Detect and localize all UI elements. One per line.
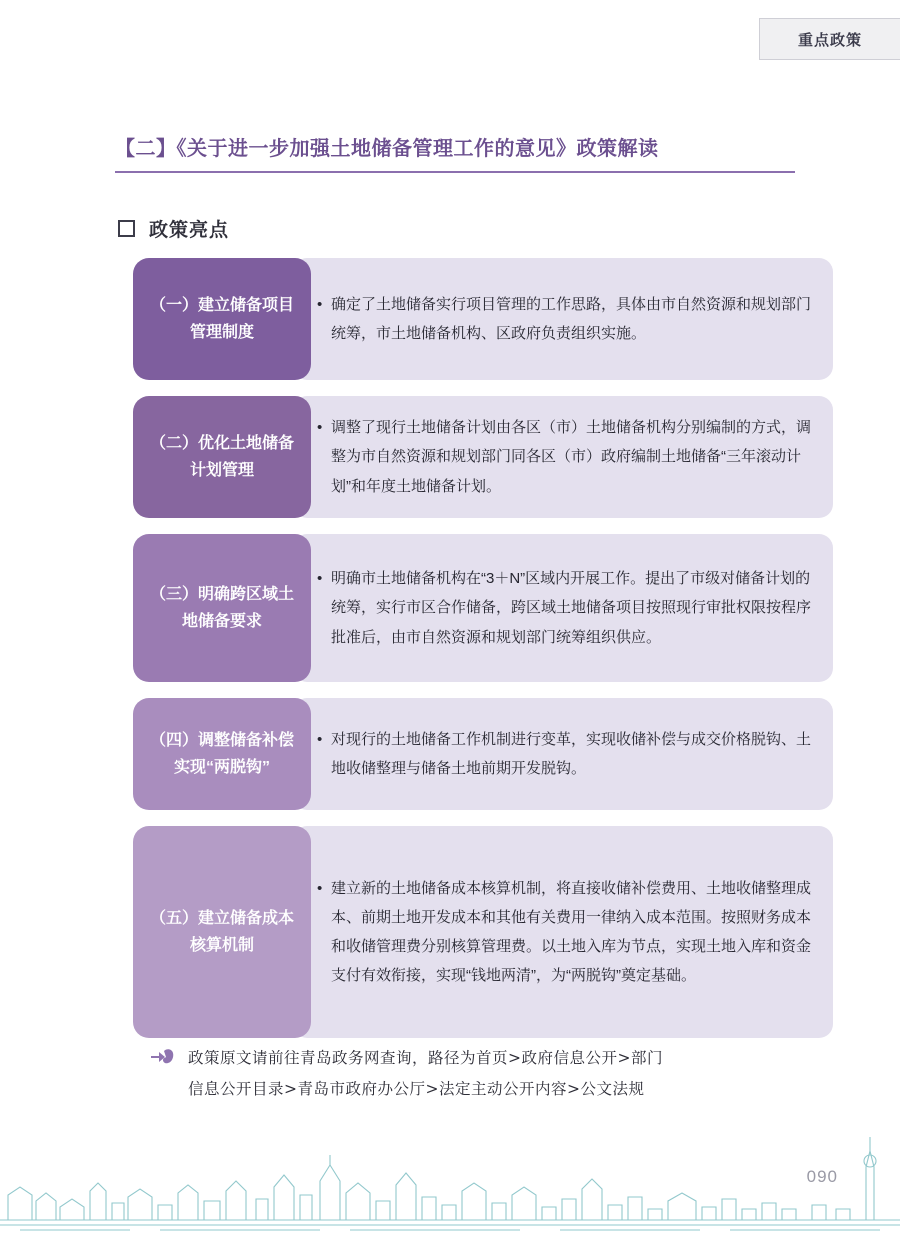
highlight-body-text: • 确定了土地储备实行项目管理的工作思路，具体由市自然资源和规划部门统筹，市土地储备机构、区政府负责组织实施。 — [331, 290, 811, 349]
page-number: 090 — [806, 1167, 838, 1186]
highlight-body — [293, 396, 833, 518]
highlight-body-text: • 建立新的土地储备成本核算机制，将直接收储补偿费用、土地收储整理成本、前期土地开发成本和其他有关费用一律纳入成本范围。按照财务成本和收储管理费分别核算管理费。以土地入库为节点，实现土地入库和资金支付有效衔接，实现“钱地两清”，为“两脱钩”奠定基础。 — [331, 874, 811, 991]
page-title-block — [115, 132, 795, 173]
section-heading-label: 政策亮点 — [149, 220, 230, 241]
highlight-body — [293, 534, 833, 682]
square-marker-icon — [118, 220, 135, 237]
highlight-label: （四）调整储备补偿实现“两脱钩” — [133, 698, 311, 810]
highlight-label: （五）建立储备成本核算机制 — [133, 826, 311, 1038]
highlight-body — [293, 258, 833, 380]
highlight-body — [293, 826, 833, 1038]
highlight-body-text: • 调整了现行土地储备计划由各区（市）土地储备机构分别编制的方式，调整为市自然资源和规划部门同各区（市）政府编制土地储备“三年滚动计划”和年度土地储备计划。 — [331, 413, 811, 501]
header-tab-label: 重点政策 — [797, 31, 862, 49]
highlight-body — [293, 698, 833, 810]
footer-note — [150, 1043, 790, 1105]
highlight-body-text: • 对现行的土地储备工作机制进行变革，实现收储补偿与成交价格脱钩、土地收储整理与储备土地前期开发脱钩。 — [331, 725, 811, 784]
footer-line-2: 信息公开目录>青岛市政府办公厅>法定主动公开内容>公文法规 — [188, 1080, 645, 1098]
footer-text — [188, 1043, 663, 1105]
header-tab — [759, 18, 900, 60]
pointing-hand-icon — [150, 1047, 176, 1072]
highlight-row — [133, 698, 833, 810]
highlight-row — [133, 258, 833, 380]
footer-line-1: 政策原文请前往青岛政务网查询，路径为首页>政府信息公开>部门 — [188, 1049, 663, 1067]
section-heading — [118, 215, 229, 242]
highlights-list — [133, 258, 833, 1054]
highlight-row — [133, 396, 833, 518]
page-title: 【二】《关于进一步加强土地储备管理工作的意见》政策解读 — [115, 138, 659, 160]
title-underline — [115, 171, 795, 173]
highlight-row — [133, 826, 833, 1038]
highlight-label: （二）优化土地储备计划管理 — [133, 396, 311, 518]
highlight-row — [133, 534, 833, 682]
highlight-label: （三）明确跨区域土地储备要求 — [133, 534, 311, 682]
highlight-body-text: • 明确市土地储备机构在“3＋N”区域内开展工作。提出了市级对储备计划的统筹，实行市区合作储备，跨区域土地储备项目按照现行审批权限按程序批准后，由市自然资源和规划部门统筹组织供应。 — [331, 564, 811, 652]
highlight-label: （一）建立储备项目管理制度 — [133, 258, 311, 380]
skyline-decoration — [0, 1121, 900, 1231]
